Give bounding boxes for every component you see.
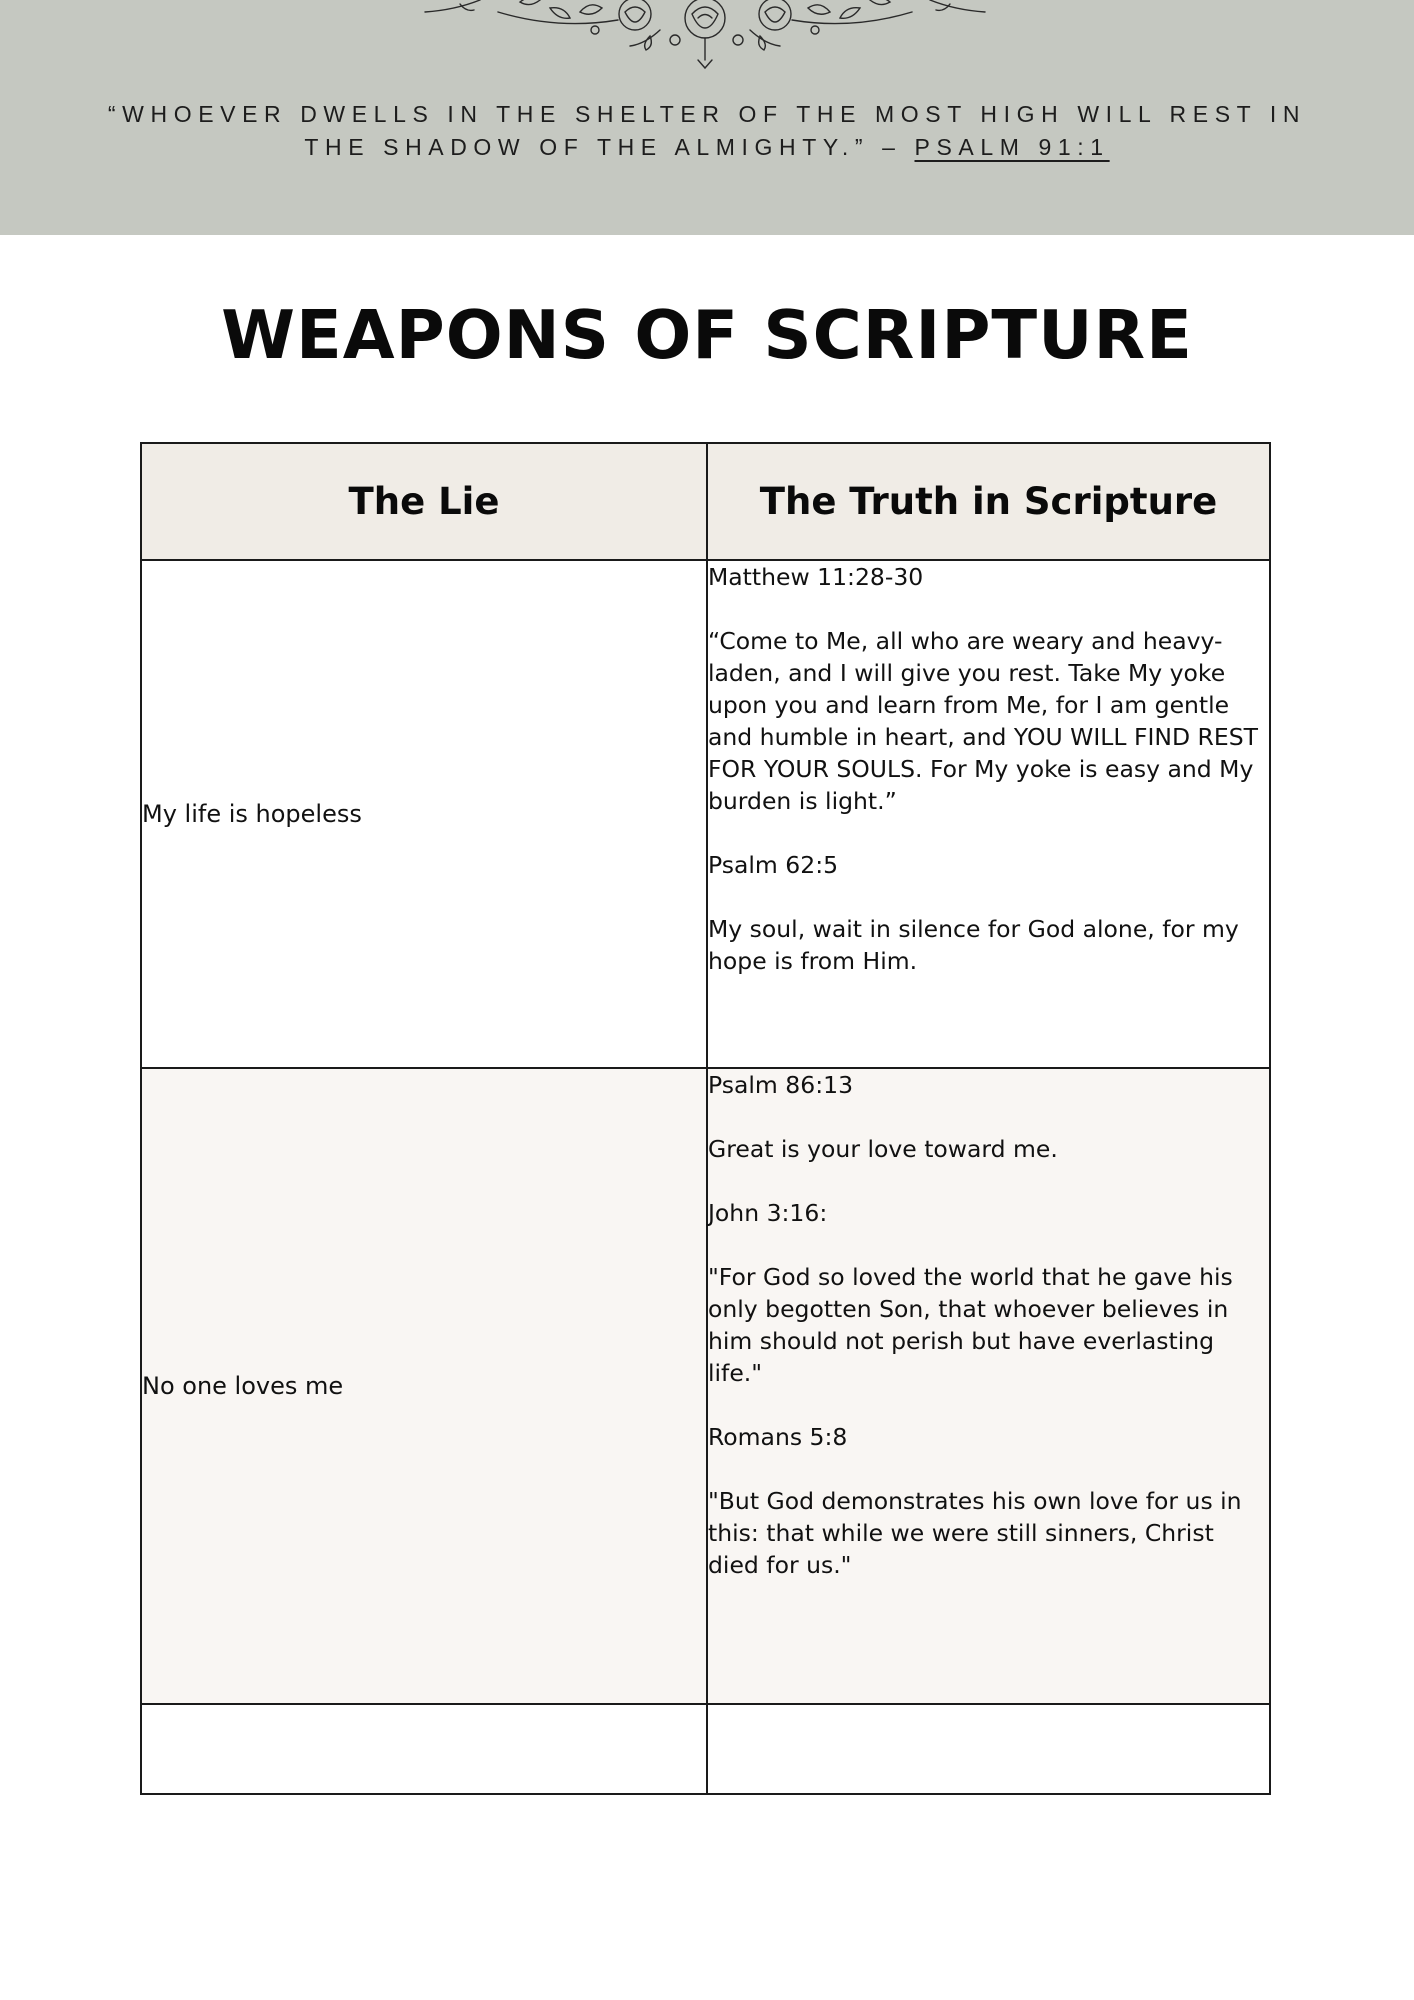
header-banner [0, 0, 1414, 235]
scripture-reference: Psalm 62:5 [708, 851, 839, 879]
lie-cell: My life is hopeless [141, 560, 707, 1068]
truth-cell [707, 1068, 1270, 1704]
header-the-lie: The Lie [141, 443, 707, 560]
table-row [141, 1068, 1270, 1704]
lie-cell-empty[interactable] [141, 1704, 707, 1794]
scripture-reference: Psalm 86:13 [708, 1071, 854, 1099]
table-row [141, 560, 1270, 1068]
scripture-text: Great is your love toward me. [708, 1135, 1058, 1163]
table-row [141, 1704, 1270, 1794]
truth-cell-empty[interactable] [707, 1704, 1270, 1794]
scripture-text: My soul, wait in silence for God alone, for my hope is from Him. [708, 915, 1239, 975]
banner-quote [100, 98, 1314, 164]
quote-reference: PSALM 91:1 [914, 134, 1110, 160]
page-title: WEAPONS OF SCRIPTURE [221, 296, 1193, 374]
scripture-reference: Matthew 11:28-30 [708, 563, 924, 591]
scripture-text: "But God demonstrates his own love for us in this: that while we were still sinners, Christ died for us." [708, 1487, 1242, 1579]
truth-cell [707, 560, 1270, 1068]
floral-ornament-icon [420, 0, 990, 72]
lie-cell: No one loves me [141, 1068, 707, 1704]
scripture-reference: John 3:16: [708, 1199, 828, 1227]
scripture-table [140, 442, 1271, 1795]
quote-text: “WHOEVER DWELLS IN THE SHELTER OF THE MOST HIGH WILL REST IN THE SHADOW OF THE ALMIGHTY.” – [107, 101, 1307, 160]
scripture-text: "For God so loved the world that he gave his only begotten Son, that whoever believes in him should not perish but have everlasting life." [708, 1263, 1233, 1387]
header-the-truth: The Truth in Scripture [707, 443, 1270, 560]
scripture-reference: Romans 5:8 [708, 1423, 848, 1451]
scripture-text: “Come to Me, all who are weary and heavy-laden, and I will give you rest. Take My yoke upon you and learn from Me, for I am gentle and humble in heart, and YOU WILL FIND REST FOR YOUR SOULS. For My yoke is easy and My burden is light.” [708, 627, 1258, 815]
table-header-row [141, 443, 1270, 560]
